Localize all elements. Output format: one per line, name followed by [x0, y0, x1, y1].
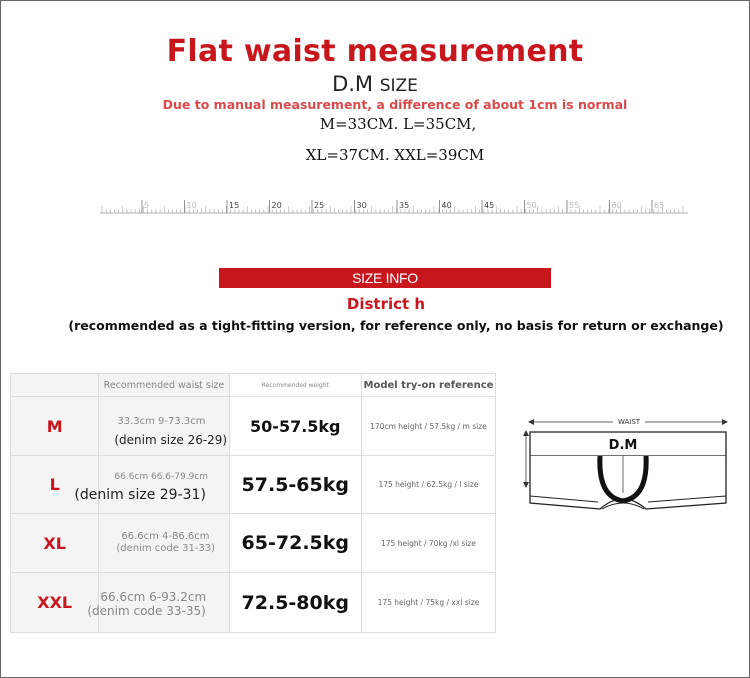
table-header-weight: Recommended weight: [229, 374, 361, 397]
measurement-note: Due to manual measurement, a difference of about 1cm is normal: [162, 97, 628, 112]
brand-size-suffix: SIZE: [379, 76, 418, 96]
table-header-waist: Recommended waist size: [99, 374, 229, 397]
district-label: District h: [346, 295, 426, 313]
ruler-label: 40: [441, 201, 452, 210]
size-label: XL: [11, 514, 99, 573]
size-label: M: [11, 397, 99, 456]
size-label: L: [11, 456, 99, 514]
recommendation-note: (recommended as a tight-fitting version, for reference only, no basis for return or exchange): [68, 318, 724, 333]
size-info-banner: SIZE INFO: [219, 268, 551, 288]
ruler-label: 65: [654, 201, 665, 210]
waist-range: 66.6cm 6-93.2cm: [100, 590, 207, 604]
waist-cell: [99, 514, 229, 573]
weight-value: 50-57.5kg: [229, 397, 361, 456]
waist-label: WAIST: [617, 418, 641, 426]
table-row: [11, 573, 496, 633]
waist-cell: [74, 456, 229, 514]
reference-value: 175 height / 62.5kg / l size: [361, 456, 495, 514]
reference-value: 175 height / 75kg / xxl size: [361, 573, 495, 633]
ruler-label: 60: [611, 201, 622, 210]
table-row: [11, 514, 496, 573]
waist-cell: [99, 397, 229, 456]
sizes-line-2: XL=37CM. XXL=39CM: [305, 146, 485, 164]
sizes-line-1: M=33CM. L=35CM,: [319, 115, 477, 133]
ruler-label: 45: [484, 201, 495, 210]
ruler-label: 35: [399, 201, 410, 210]
ruler-label: 30: [356, 201, 367, 210]
ruler-label: 50: [526, 201, 537, 210]
waist-range: 66.6cm 66.6-79.9cm: [114, 472, 209, 482]
ruler-label: 5: [144, 201, 150, 210]
brand-name: D.M: [332, 72, 374, 96]
denim-size: (denim size 29-31): [74, 487, 206, 503]
table-header-empty: [11, 374, 99, 397]
waist-range: 66.6cm 4-86.6cm: [121, 531, 210, 542]
page-title: Flat waist measurement: [166, 34, 584, 69]
ruler-label: 55: [569, 201, 580, 210]
size-table: [10, 373, 496, 633]
ruler-label: 15: [229, 201, 240, 210]
weight-value: 72.5-80kg: [229, 573, 361, 633]
reference-value: 170cm height / 57.5kg / m size: [361, 397, 495, 456]
ruler-label: 25: [314, 201, 325, 210]
denim-size: (denim code 33-35): [87, 604, 206, 618]
size-label: XXL: [11, 573, 99, 633]
weight-value: 65-72.5kg: [229, 514, 361, 573]
diagram-brand: D.M: [608, 438, 638, 453]
table-row: [11, 397, 496, 456]
ruler-label: 20: [271, 201, 282, 210]
denim-size: (denim code 31-33): [116, 543, 216, 554]
underwear-diagram: [520, 405, 740, 535]
ruler-label: 10: [186, 201, 197, 210]
table-row: [11, 456, 496, 514]
waist-cell: [87, 573, 229, 633]
measuring-ruler: [100, 195, 688, 219]
waist-range: 33.3cm 9-73.3cm: [117, 416, 206, 427]
brand-size-heading: [0, 72, 750, 96]
table-header-reference: Model try-on reference: [361, 374, 495, 397]
denim-size: (denim size 26-29): [114, 433, 228, 447]
table-header-row: [11, 374, 496, 397]
reference-value: 175 height / 70kg /xl size: [361, 514, 495, 573]
weight-value: 57.5-65kg: [229, 456, 361, 514]
